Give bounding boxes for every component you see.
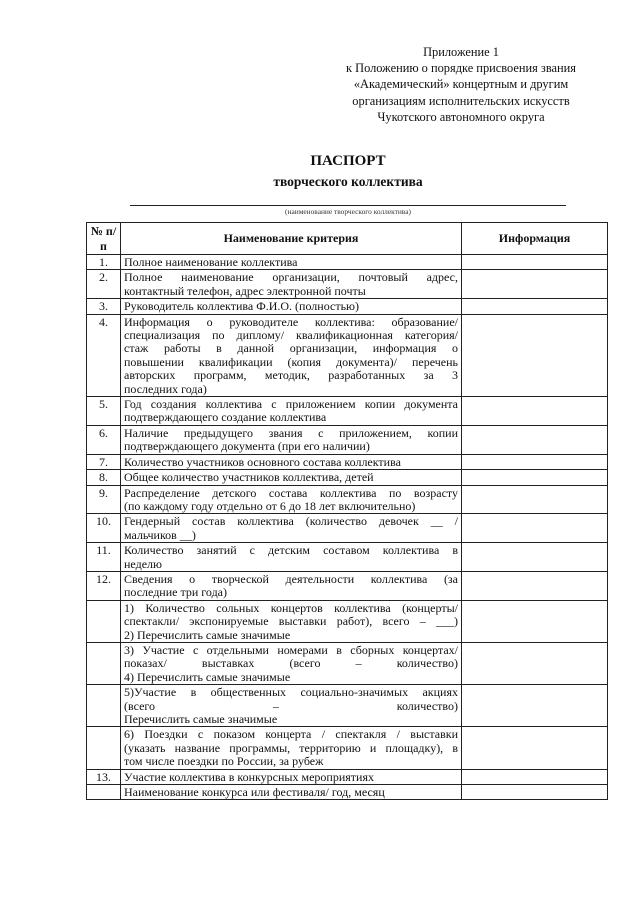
information-cell (462, 470, 608, 485)
criterion-line: Сведения о творческой деятельности коллектива (за (124, 571, 458, 586)
information-cell (462, 571, 608, 600)
row-number: 1. (87, 255, 121, 270)
criterion-line: мальчиков __) (124, 527, 196, 542)
row-number: 2. (87, 270, 121, 299)
criterion-line: контактный телефон, адрес электронной почты (124, 283, 366, 298)
information-cell (462, 425, 608, 454)
row-number (87, 600, 121, 642)
row-number: 10. (87, 514, 121, 543)
appendix-line: к Положению о порядке присвоения звания (346, 61, 576, 76)
information-cell (462, 397, 608, 426)
table-row (87, 485, 608, 514)
criterion-line: Полное наименование организации, почтовый адрес, (124, 270, 458, 285)
criterion-line: авторских программ, методик, разработанных за 3 (124, 368, 458, 383)
information-cell (462, 769, 608, 784)
information-cell (462, 255, 608, 270)
criterion-line: Год создания коллектива с приложением копии документа (124, 397, 458, 412)
row-number: 12. (87, 571, 121, 600)
criterion-line: том числе поездки по России, за рубеж (124, 754, 324, 769)
row-number: 11. (87, 543, 121, 572)
criterion-line: Наличие предыдущего звания с приложением, копии (124, 425, 458, 440)
row-number: 6. (87, 425, 121, 454)
criterion-line: последние три года) (124, 585, 227, 600)
appendix-line: Чукотского автономного округа (377, 109, 545, 124)
row-number: 13. (87, 769, 121, 784)
criterion-line: (всего – количество) (124, 698, 458, 713)
criterion-line: стаж работы в данной организации, информация о (124, 341, 458, 356)
criterion-cell (121, 299, 462, 314)
criterion-line: Полное наименование коллектива (124, 255, 298, 269)
information-cell (462, 785, 608, 800)
criterion-line: (указать название программы, территорию и площадку), в (124, 740, 458, 755)
criterion-cell (121, 270, 462, 299)
criterion-line: Наименование конкурса или фестиваля/ год, месяц (124, 785, 385, 800)
criterion-cell (121, 785, 462, 800)
information-cell (462, 485, 608, 514)
table-row (87, 255, 608, 270)
criterion-line: подтверждающего документа (при его наличии) (124, 439, 370, 454)
criterion-line: Участие коллектива в конкурсных мероприятиях (124, 769, 374, 784)
criterion-line: Количество участников основного состава коллектива (124, 454, 401, 469)
table-row (87, 785, 608, 800)
criterion-cell (121, 769, 462, 784)
criterion-cell (121, 425, 462, 454)
table-row (87, 642, 608, 684)
table-row (87, 685, 608, 727)
criterion-cell (121, 485, 462, 514)
criterion-cell (121, 314, 462, 396)
criterion-cell (121, 255, 462, 270)
row-number: 9. (87, 485, 121, 514)
criterion-line: подтверждающего создание коллектива (124, 410, 327, 425)
criterion-cell (121, 600, 462, 642)
criterion-line: 2) Перечислить самые значимые (124, 627, 291, 642)
criterion-line: спектакли/ экспонируемые выставки работ), всего – ___) (124, 614, 458, 629)
criterion-line: повышении квалификации (копия документа)/ перечень (124, 354, 458, 369)
information-cell (462, 600, 608, 642)
document-title: ПАСПОРТ (310, 153, 386, 169)
criterion-line: Перечислить самые значимые (124, 712, 278, 726)
collective-name-caption: (наименование творческого коллектива) (285, 207, 411, 216)
table-row (87, 769, 608, 784)
header-criterion: Наименование критерия (121, 223, 462, 255)
header-information: Информация (462, 223, 608, 255)
information-cell (462, 514, 608, 543)
appendix-note (318, 44, 604, 125)
table-row (87, 425, 608, 454)
table-row (87, 600, 608, 642)
row-number: 8. (87, 470, 121, 485)
criterion-cell (121, 571, 462, 600)
criterion-cell (121, 514, 462, 543)
criterion-cell (121, 727, 462, 769)
information-cell (462, 543, 608, 572)
criterion-line: последних года) (124, 381, 207, 396)
row-number (87, 727, 121, 769)
criterion-cell (121, 454, 462, 469)
criterion-line: Информация о руководителе коллектива: образование/ (124, 314, 458, 329)
row-number: 5. (87, 397, 121, 426)
table-row (87, 314, 608, 396)
criterion-line: Руководитель коллектива Ф.И.О. (полностью) (124, 299, 360, 314)
table-row (87, 727, 608, 769)
collective-name-line (130, 205, 566, 206)
information-cell (462, 299, 608, 314)
information-cell (462, 642, 608, 684)
criterion-line: Количество занятий с детским составом коллектива в (124, 543, 458, 558)
criterion-cell (121, 642, 462, 684)
header-number: № п/п (87, 223, 121, 255)
criterion-cell (121, 543, 462, 572)
criterion-line: (по каждому году отдельно от 6 до 18 лет включительно) (124, 498, 416, 513)
table-row (87, 543, 608, 572)
document-subtitle: творческого коллектива (273, 174, 423, 189)
information-cell (462, 727, 608, 769)
criterion-line: Гендерный состав коллектива (количество девочек __ / (124, 514, 458, 529)
information-cell (462, 314, 608, 396)
row-number: 3. (87, 299, 121, 314)
row-number: 4. (87, 314, 121, 396)
criterion-line: Общее количество участников коллектива, детей (124, 470, 374, 485)
criterion-line: 3) Участие с отдельными номерами в сборных концертах/ (124, 642, 458, 657)
criterion-line: 5)Участие в общественных социально-значимых акциях (124, 685, 458, 700)
table-row (87, 571, 608, 600)
table-header-row (87, 223, 608, 255)
row-number (87, 685, 121, 727)
information-cell (462, 270, 608, 299)
criterion-line: неделю (124, 556, 162, 571)
table-row (87, 454, 608, 469)
criterion-cell (121, 685, 462, 727)
row-number: 7. (87, 454, 121, 469)
information-cell (462, 454, 608, 469)
criterion-line: 4) Перечислить самые значимые (124, 669, 291, 684)
appendix-line: «Академический» концертным и другим (353, 77, 569, 92)
table-row (87, 299, 608, 314)
criterion-cell (121, 397, 462, 426)
criterion-cell (121, 470, 462, 485)
criterion-line: специализация по диплому/ квалификационная категория/ (124, 328, 458, 343)
table-row (87, 514, 608, 543)
criterion-line: показах/ выставках (всего – количество) (124, 656, 458, 671)
table-row (87, 270, 608, 299)
table-row (87, 470, 608, 485)
appendix-line: организациям исполнительских искусств (352, 93, 570, 108)
criterion-line: 6) Поездки с показом концерта / спектакля / выставки (124, 727, 458, 742)
information-cell (462, 685, 608, 727)
row-number (87, 785, 121, 800)
row-number (87, 642, 121, 684)
appendix-line: Приложение 1 (423, 45, 499, 59)
passport-table (86, 222, 608, 800)
criterion-line: Распределение детского состава коллектива по возрасту (124, 485, 458, 500)
table-row (87, 397, 608, 426)
criterion-line: 1) Количество сольных концертов коллектива (концерты/ (124, 600, 458, 615)
